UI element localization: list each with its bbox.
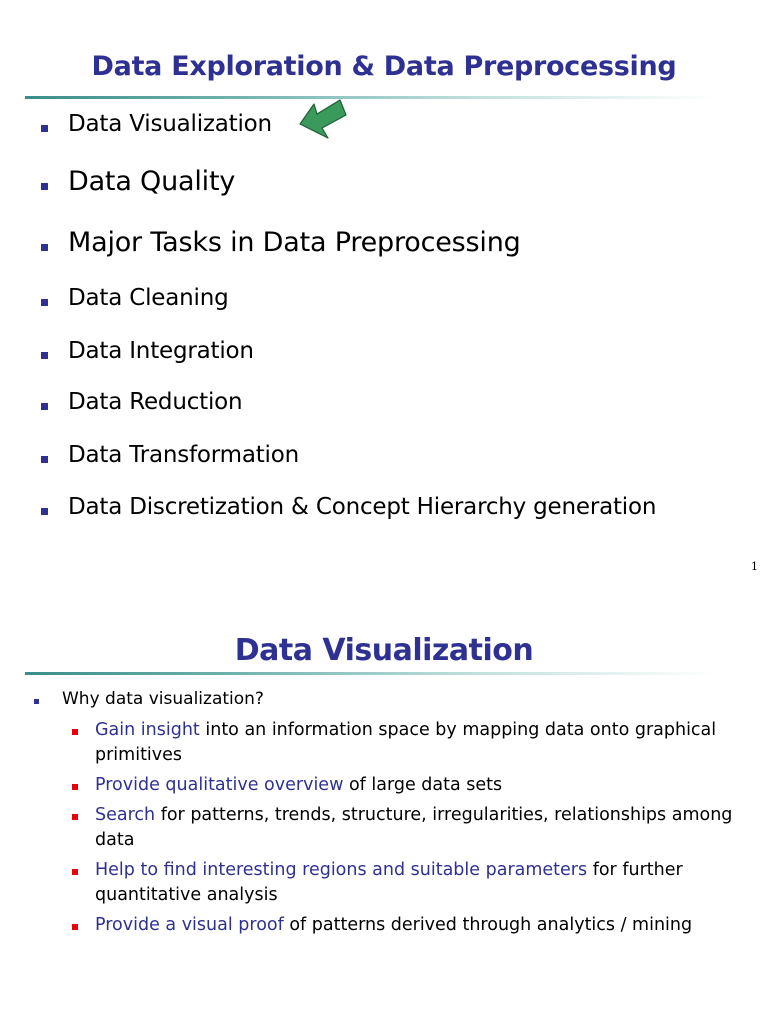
page-number: 1 (751, 560, 758, 573)
reason-text: of large data sets (343, 775, 503, 795)
slide-1-title: Data Exploration & Data Preprocessing (91, 51, 677, 83)
red-bullet-icon (72, 924, 78, 930)
red-bullet-icon (72, 869, 78, 875)
red-bullet-icon (72, 814, 78, 820)
topic-item (68, 442, 299, 468)
topic-label: Data Cleaning (68, 285, 229, 311)
bullet-square-icon (41, 244, 48, 251)
reason-item (95, 718, 735, 768)
bullet-square-icon (41, 352, 48, 359)
topic-label: Data Quality (68, 166, 236, 197)
reason-text: into an information space by mapping data onto graphical primitives (95, 720, 717, 765)
topic-label: Data Transformation (68, 442, 299, 468)
red-bullet-icon (72, 729, 78, 735)
topic-label: Data Integration (68, 338, 254, 364)
reason-highlight: Provide a visual proof (95, 915, 284, 935)
topic-item (68, 285, 228, 311)
bullet-square-icon (41, 125, 48, 132)
bullet-square-icon (34, 699, 39, 704)
topic-item (68, 494, 656, 520)
reason-highlight: Search (95, 805, 156, 825)
topic-item (68, 111, 272, 137)
reason-text: of patterns derived through analytics / mining (283, 915, 693, 935)
reason-highlight: Gain insight (95, 720, 200, 740)
slide-2-title: Data Visualization (234, 633, 534, 669)
reason-item (95, 803, 735, 853)
topic-item (68, 389, 242, 415)
topic-label: Major Tasks in Data Preprocessing (68, 227, 521, 258)
reason-text: for further quantitative analysis (95, 860, 683, 905)
reason-highlight: Provide qualitative overview (95, 775, 344, 795)
slide-2 (0, 585, 768, 1024)
topic-label: Data Reduction (68, 389, 243, 415)
topic-item (68, 338, 254, 364)
reason-item (95, 913, 735, 938)
question-label: Why data visualization? (62, 689, 264, 709)
title-underline (25, 96, 715, 99)
red-bullet-icon (72, 784, 78, 790)
topic-item (68, 227, 521, 258)
topic-label: Data Discretization & Concept Hierarchy generation (68, 494, 657, 520)
bullet-square-icon (41, 403, 48, 410)
topic-label: Data Visualization (68, 111, 272, 137)
reason-highlight: Help to find interesting regions and suitable parameters (95, 860, 588, 880)
green-left-arrow-icon (298, 98, 348, 142)
reason-text: for patterns, trends, structure, irregularities, relationships among data (95, 805, 733, 850)
bullet-square-icon (41, 456, 48, 463)
topic-item (68, 166, 235, 197)
reason-item (95, 858, 735, 908)
question-item (62, 689, 264, 709)
bullet-square-icon (41, 183, 48, 190)
reason-item (95, 773, 735, 798)
bullet-square-icon (41, 508, 48, 515)
title-underline (25, 672, 715, 675)
bullet-square-icon (41, 299, 48, 306)
